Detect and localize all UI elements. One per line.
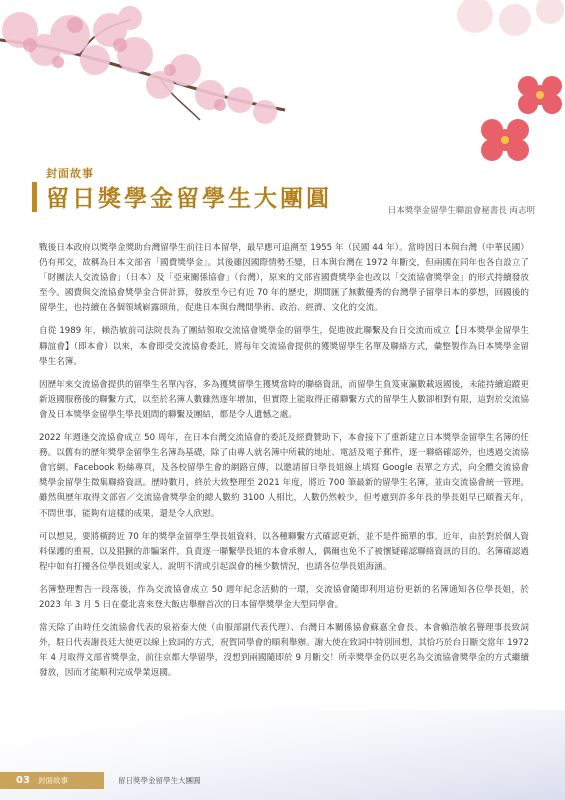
author-byline: 日本獎學金留學生聯誼會秘書長 両志明 xyxy=(387,206,535,216)
paragraph: 戰後日本政府以獎學金獎助台灣留學生前往日本留學，最早應可追溯至 1955 年（民國 44 年）。當時因日本與台灣（中華民國）仍有邦交，故稱為日本文部省「國費獎學金」。其後雖因國際情勢丕變，日本與台灣在 1972 年斷交，但兩國在同年也各自設立了「財團法人交流協會」（日本）及「亞東關係協會」（台灣），原來的文部省國費獎學金也改以「交流協會獎學金」的形式持續發放至今。國費與交流協會獎學金合併計算，發放至今已有近 70 年的歷史，期間匯了無數優秀的台灣學子留學日本的夢想，回國後的留學生，也持續在各個領域嶄露頭角，促進日本與台灣間學術、政治、經濟、文化的交流。 xyxy=(39,243,529,314)
cherry-blossom-branch-illustration xyxy=(0,0,290,130)
section-tag: 封面故事 xyxy=(46,167,94,180)
article-body xyxy=(39,241,529,689)
paragraph: 當天除了由時任交流協會代表的泉裕泰大使（由服部副代表代理）、台灣日本關係協會蘇嘉全會長、本會賴浩敏名譽理事長致詞外，駐日代表謝長廷大使更以線上致詞的方式，祝賀同學會的順利舉辦。謝大使在致詞中特別回想，其恰巧於台日斷交當年 1972 年 4 月取得文部省獎學金，前往京都大學留學，沒想到兩國隨即於 9 月斷交！所幸獎學金仍以更名為交流協會獎學金的方式繼續發放，因而才能順利完成學業返國。 xyxy=(39,623,529,679)
red-blossom-illustration xyxy=(415,0,565,190)
paragraph: 自從 1989 年，賴浩敏前司法院長為了團結領取交流協會獎學金的留學生，促進彼此聯繫及台日交流而成立【日本獎學金留學生聯誼會】（即本會）以來，本會即受交流協會委託，將每年交流協會提供的獲獎留學生名單及聯絡方式，彙整製作為日本獎學金留學生名簿。 xyxy=(39,326,529,367)
paragraph: 可以想見，要將橫跨近 70 年的獎學金留學生學長姐資料，以各種聯繫方式確認更新，並不是件簡單的事。近年，由於對於個人資料保護的重視，以及猖獗的詐騙案件，負責逐一聯繫學長姐的本會承辦人，偶爾也免不了被懷疑確認聯絡資訊的目的。名簿確認過程中如有打擾各位學長姐或家人、說明不清或引起誤會的極少數情況，也請各位學長姐海涵。 xyxy=(39,531,529,572)
footer-section-label: 封面故事 xyxy=(38,776,68,785)
page-number: 03 xyxy=(16,775,30,786)
article-title: 留日獎學金留學生大團圓 xyxy=(46,186,332,212)
paragraph: 2022 年週逢交流協會成立 50 周年，在日本台灣交流協會的委託及經費贊助下，本會接下了重新建立日本獎學金留學生名簿的任務。以舊有的歷年獎學金留學生名簿為基礎，除了由專人就名簿中所載的地址、電話及電子郵件，逐一聯絡確認外，也透過交流協會官網、Facebook 粉絲專頁，及各校留學生會的網路宣傳，以邀請留日學長姐線上填寫 Google 表單之方式，向全體交流協會獎學金留學生徵集聯絡資訊。歷時數月，終於大致整理至 2021 年度，將近 700 筆最新的留學生名簿，並由交流協會統一管理。雖然與歷年取得文部省／交流協會獎學金的總人數約 3100 人相比，人數仍然較少，但考慮到許多年長的學長姐早已頤養天年，不問世事，能夠有這樣的成果，還是令人欣慰。 xyxy=(39,433,529,519)
title-accent-bar xyxy=(32,182,37,212)
paragraph: 名簿整理暫告一段落後，作為交流協會成立 50 週年紀念活動的一環，交流協會隨即利用這份更新的名簿通知各位學長姐，於 2023 年 3 月 5 日在臺北喜來登大飯店舉辦首次的日本留學獎學金大型同學會。 xyxy=(39,584,529,610)
footer-article-title: 留日獎學金留學生大團圓 xyxy=(118,776,201,785)
paragraph: 因歷年來交流協會提供的留學生名單內容，多為獲獎留學生獲獎當時的聯絡資訊，而留學生負笈東瀛數載返國後，未能持續追蹤更新返國服務後的聯繫方式，以至於名簿人數雖然逐年增加，但實際上能取得正確聯繫方式的留學生人數卻相對有限，這對於交流協會及日本獎學金留學生學長姐間的聯繫及團結，都是令人遺憾之處。 xyxy=(39,379,529,420)
